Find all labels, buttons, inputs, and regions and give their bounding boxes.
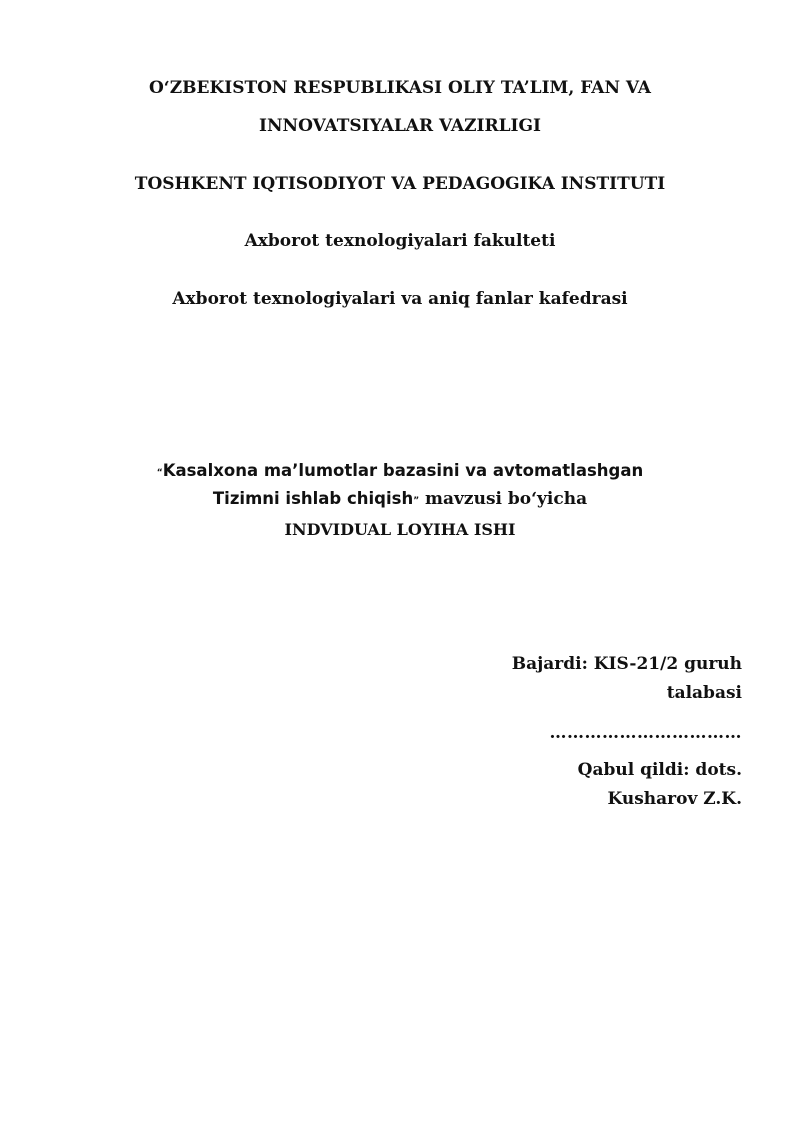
ministry-title-line2: INNOVATSIYALAR VAZIRLIGI — [259, 116, 541, 136]
topic-close-quote: ” — [413, 496, 420, 506]
project-type-title: INDVIDUAL LOYIHA ISHI — [284, 520, 516, 539]
topic-title-line1: Kasalxona ma’lumotlar bazasini va avtomatlashgan — [162, 461, 644, 480]
faculty-title: Axborot texnologiyalari fakulteti — [244, 231, 556, 251]
ministry-title-line1: O‘ZBEKISTON RESPUBLIKASI OLIY TA’LIM, FAN VA — [149, 78, 651, 98]
topic-line2 — [0, 489, 800, 509]
performed-by-line2: talabasi — [666, 683, 742, 703]
accepted-by-line1: Qabul qildi: dots. — [577, 760, 742, 780]
accepted-by-line2: Kusharov Z.K. — [607, 789, 742, 809]
topic-open-quote: “ — [156, 468, 163, 478]
topic-line1 — [0, 461, 800, 481]
department-title: Axborot texnologiyalari va aniq fanlar kafedrasi — [172, 289, 628, 309]
institute-title: TOSHKENT IQTISODIYOT VA PEDAGOGIKA INSTITUTI — [134, 174, 666, 194]
topic-subject-suffix: mavzusi bo‘yicha — [419, 489, 588, 509]
performed-by-line1: Bajardi: KIS-21/2 guruh — [511, 654, 742, 674]
topic-title-line2: Tizimni ishlab chiqish — [212, 489, 414, 508]
student-name-placeholder: …………………………… — [549, 723, 742, 743]
